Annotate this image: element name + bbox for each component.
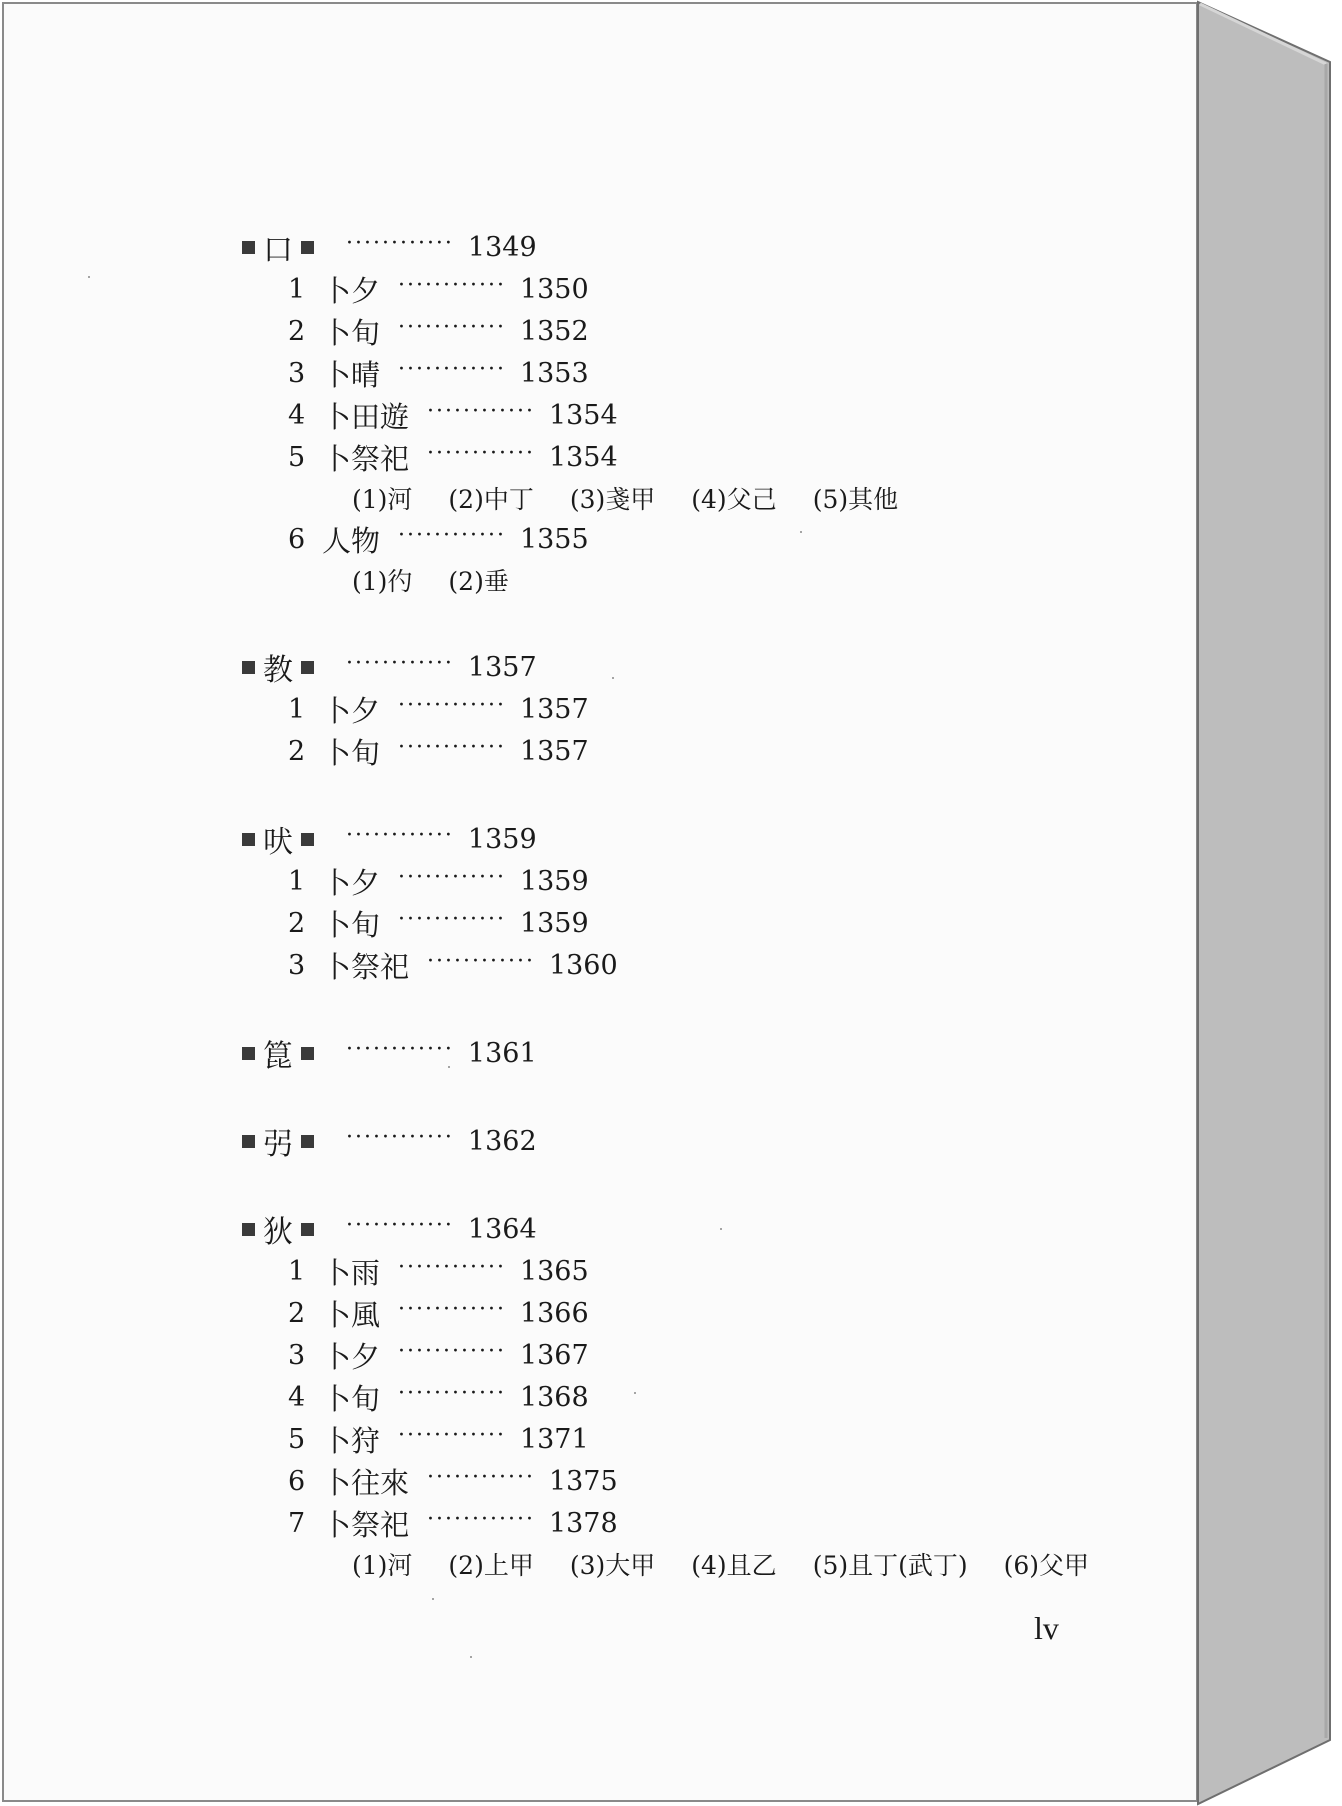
entry-number: 6: [288, 523, 306, 555]
entry-page-number: 1357: [519, 693, 589, 725]
square-bullet-icon: [242, 661, 255, 674]
section-page-number: 1362: [467, 1125, 537, 1157]
toc-entry: [236, 902, 1136, 944]
toc-entry: [236, 268, 1136, 310]
entry-title: 卜雨: [322, 1255, 381, 1290]
section-title: 箟: [263, 1039, 293, 1074]
toc-section: [236, 1120, 1136, 1162]
entry-number: 5: [288, 1423, 306, 1455]
entry-page-number: 1368: [519, 1381, 589, 1413]
dot-leader: ············: [346, 822, 454, 848]
square-bullet-icon: [242, 1135, 255, 1148]
dot-leader: ············: [427, 1464, 535, 1490]
entry-title: 卜夕: [322, 693, 381, 728]
entry-title: 卜旬: [322, 735, 381, 770]
dot-leader: ············: [398, 864, 506, 890]
entry-number: 2: [288, 1297, 306, 1329]
subitem: (2)垂: [448, 567, 509, 596]
entry-page-number: 1378: [548, 1507, 618, 1539]
square-bullet-icon: [301, 241, 314, 254]
page-folio: lv: [1034, 1610, 1059, 1646]
entry-number: 3: [288, 949, 306, 981]
section-title: 吠: [263, 825, 293, 860]
entry-page-number: 1357: [519, 735, 589, 767]
entry-subitems: [236, 1544, 1136, 1584]
subitem: (1)彴: [352, 567, 413, 596]
dot-leader: ············: [398, 1254, 506, 1280]
section-title: 狄: [263, 1215, 293, 1250]
dot-leader: ············: [427, 1506, 535, 1532]
dot-leader: ············: [346, 230, 454, 256]
entry-number: 1: [288, 865, 306, 897]
square-bullet-icon: [242, 241, 255, 254]
subitem: (3)大甲: [569, 1551, 656, 1580]
entry-title: 卜夕: [322, 1339, 381, 1374]
dot-leader: ············: [427, 398, 535, 424]
subitem: (3)戔甲: [569, 485, 656, 514]
entry-number: 6: [288, 1465, 306, 1497]
dot-leader: ············: [398, 522, 506, 548]
scan-speck: [470, 1656, 472, 1658]
entry-subitems: [236, 560, 1136, 600]
dot-leader: ············: [398, 1422, 506, 1448]
toc-entry: [236, 1292, 1136, 1334]
subitem: (5)且丁(武丁): [812, 1551, 968, 1580]
dot-leader: ············: [427, 440, 535, 466]
dot-leader: ············: [398, 1338, 506, 1364]
entry-title: 卜狩: [322, 1423, 381, 1458]
section-heading: [236, 646, 1136, 688]
entry-subitems: [236, 478, 1136, 518]
entry-page-number: 1352: [519, 315, 589, 347]
section-title: 教: [263, 653, 293, 688]
square-bullet-icon: [242, 833, 255, 846]
toc-entry: [236, 310, 1136, 352]
subitem: (1)河: [352, 485, 413, 514]
subitem: (2)上甲: [448, 1551, 534, 1580]
dot-leader: ············: [346, 1036, 454, 1062]
entry-title: 卜晴: [322, 357, 381, 392]
dot-leader: ············: [398, 272, 506, 298]
toc-entry: [236, 394, 1136, 436]
entry-title: 卜田遊: [322, 399, 410, 434]
subitem: (4)且乙: [691, 1551, 777, 1580]
toc-entry: [236, 1460, 1136, 1502]
section-heading: [236, 226, 1136, 268]
entry-title: 卜夕: [322, 865, 381, 900]
subitem: (4)父己: [691, 485, 777, 514]
table-of-contents: [236, 226, 1136, 1584]
toc-section: [236, 646, 1136, 772]
square-bullet-icon: [301, 833, 314, 846]
entry-number: 4: [288, 1381, 306, 1413]
entry-page-number: 1366: [519, 1297, 589, 1329]
entry-page-number: 1360: [548, 949, 618, 981]
toc-entry: [236, 730, 1136, 772]
dot-leader: ············: [346, 650, 454, 676]
entry-title: 卜旬: [322, 907, 381, 942]
entry-page-number: 1355: [519, 523, 589, 555]
toc-section: [236, 1208, 1136, 1584]
entry-page-number: 1375: [548, 1465, 618, 1497]
entry-number: 1: [288, 693, 306, 725]
dot-leader: ············: [346, 1124, 454, 1150]
entry-title: 卜往來: [322, 1465, 410, 1500]
section-page-number: 1359: [467, 823, 537, 855]
toc-entry: [236, 1250, 1136, 1292]
toc-entry: [236, 688, 1136, 730]
entry-page-number: 1367: [519, 1339, 589, 1371]
section-page-number: 1349: [467, 231, 537, 263]
subitem: (6)父甲: [1003, 1551, 1090, 1580]
section-heading: [236, 1032, 1136, 1074]
entry-number: 2: [288, 735, 306, 767]
entry-page-number: 1371: [519, 1423, 589, 1455]
toc-section: [236, 226, 1136, 600]
entry-page-number: 1353: [519, 357, 589, 389]
dot-leader: ············: [398, 734, 506, 760]
scan-speck: [88, 276, 90, 278]
toc-entry: [236, 860, 1136, 902]
subitem: (5)其他: [812, 485, 899, 514]
toc-entry: [236, 1502, 1136, 1544]
dot-leader: ············: [398, 1296, 506, 1322]
section-heading: [236, 1208, 1136, 1250]
entry-number: 5: [288, 441, 306, 473]
entry-page-number: 1350: [519, 273, 589, 305]
dot-leader: ············: [398, 692, 506, 718]
dot-leader: ············: [398, 356, 506, 382]
entry-number: 3: [288, 357, 306, 389]
entry-number: 1: [288, 273, 306, 305]
entry-number: 2: [288, 907, 306, 939]
entry-number: 3: [288, 1339, 306, 1371]
toc-section: [236, 818, 1136, 986]
entry-title: 卜夕: [322, 273, 381, 308]
entry-title: 卜旬: [322, 315, 381, 350]
toc-entry: [236, 436, 1136, 478]
entry-title: 卜祭祀: [322, 1507, 410, 1542]
square-bullet-icon: [242, 1223, 255, 1236]
section-page-number: 1364: [467, 1213, 537, 1245]
square-bullet-icon: [301, 1047, 314, 1060]
toc-entry: [236, 944, 1136, 986]
section-page-number: 1361: [467, 1037, 537, 1069]
section-heading: [236, 818, 1136, 860]
toc-section: [236, 1032, 1136, 1074]
dot-leader: ············: [398, 906, 506, 932]
square-bullet-icon: [301, 1223, 314, 1236]
entry-number: 1: [288, 1255, 306, 1287]
toc-entry: [236, 1334, 1136, 1376]
square-bullet-icon: [301, 1135, 314, 1148]
section-heading: [236, 1120, 1136, 1162]
entry-page-number: 1354: [548, 441, 618, 473]
toc-entry: [236, 352, 1136, 394]
entry-title: 卜祭祀: [322, 441, 410, 476]
entry-page-number: 1359: [519, 865, 589, 897]
entry-title: 卜風: [322, 1297, 381, 1332]
square-bullet-icon: [242, 1047, 255, 1060]
toc-entry: [236, 1418, 1136, 1460]
section-title: 弜: [263, 1127, 293, 1162]
entry-number: 2: [288, 315, 306, 347]
entry-number: 4: [288, 399, 306, 431]
section-title: 口: [263, 233, 293, 268]
entry-title: 卜旬: [322, 1381, 381, 1416]
dot-leader: ············: [398, 314, 506, 340]
dot-leader: ············: [427, 948, 535, 974]
entry-title: 人物: [322, 523, 381, 558]
square-bullet-icon: [301, 661, 314, 674]
dot-leader: ············: [346, 1212, 454, 1238]
scan-speck: [432, 1598, 434, 1600]
entry-number: 7: [288, 1507, 306, 1539]
subitem: (2)中丁: [448, 485, 534, 514]
section-page-number: 1357: [467, 651, 537, 683]
entry-page-number: 1365: [519, 1255, 589, 1287]
entry-title: 卜祭祀: [322, 949, 410, 984]
toc-entry: [236, 1376, 1136, 1418]
entry-page-number: 1359: [519, 907, 589, 939]
entry-page-number: 1354: [548, 399, 618, 431]
subitem: (1)河: [352, 1551, 413, 1580]
toc-entry: [236, 518, 1136, 560]
dot-leader: ············: [398, 1380, 506, 1406]
